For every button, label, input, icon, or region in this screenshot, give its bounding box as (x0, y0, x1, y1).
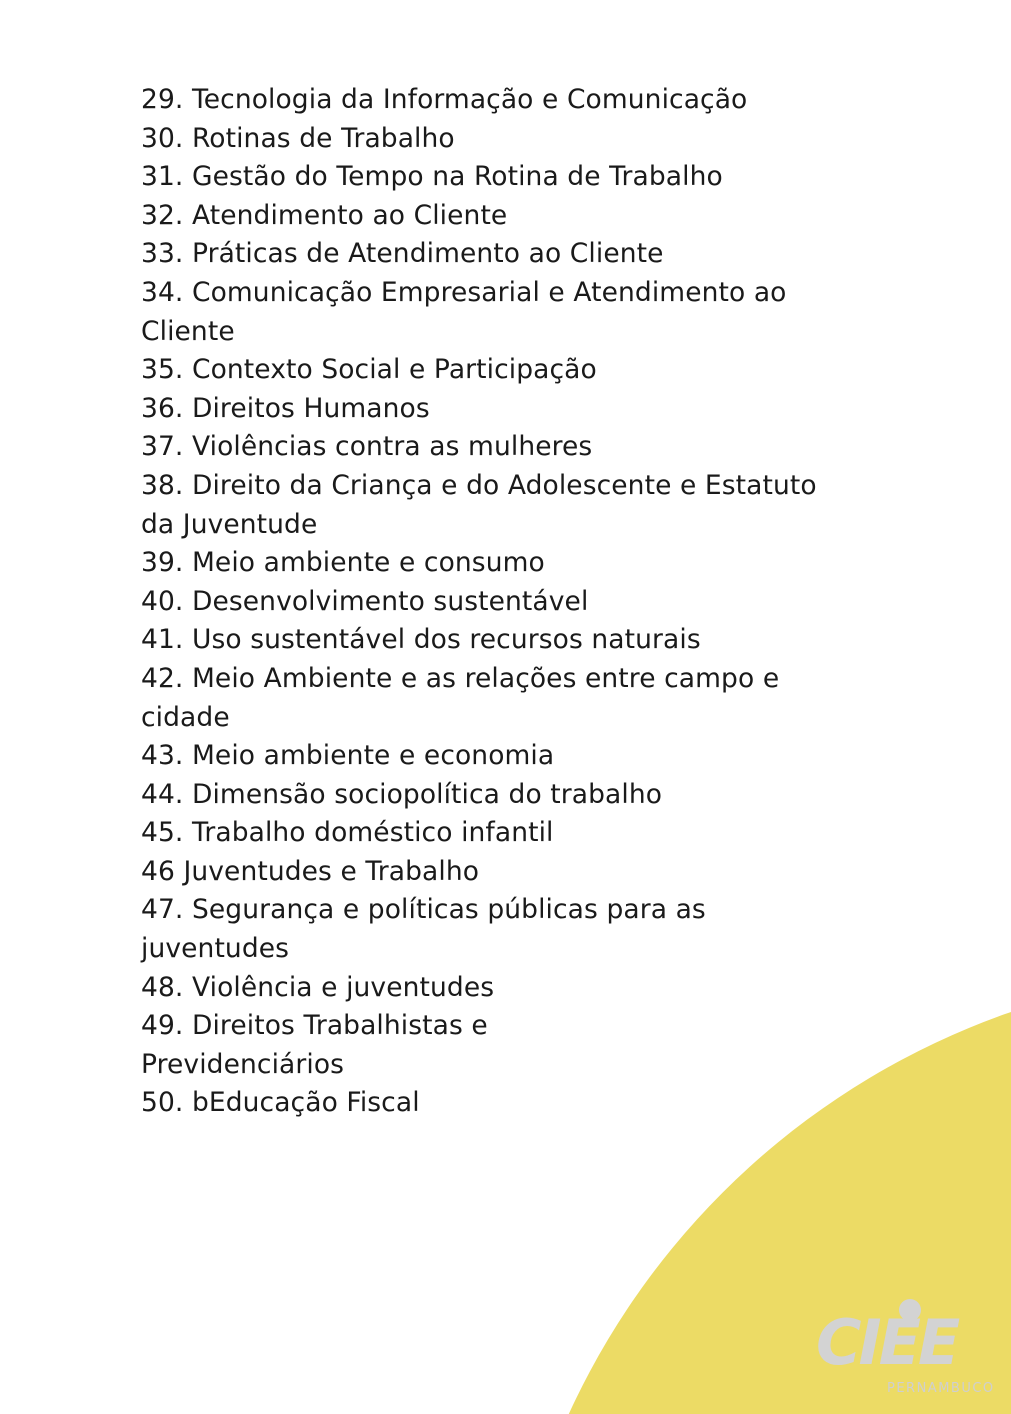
list-item: 41. Uso sustentável dos recursos naturais (141, 624, 701, 656)
logo-wordmark: CIEE (816, 1306, 958, 1379)
list-item: 30. Rotinas de Trabalho (141, 122, 455, 154)
list-item: juventudes (141, 933, 290, 965)
list-item: 37. Violências contra as mulheres (141, 431, 593, 463)
list-item: Cliente (141, 315, 235, 347)
logo-subtitle: PERNAMBUCO (887, 1381, 995, 1396)
list-item: 46 Juventudes e Trabalho (141, 855, 480, 887)
list-item: 50. bEducação Fiscal (141, 1087, 420, 1119)
list-item: 45. Trabalho doméstico infantil (141, 817, 554, 849)
list-item: 31. Gestão do Tempo na Rotina de Trabalho (141, 161, 723, 193)
list-item: 39. Meio ambiente e consumo (141, 547, 545, 579)
list-item: 44. Dimensão sociopolítica do trabalho (141, 778, 663, 810)
list-item: 42. Meio Ambiente e as relações entre campo e (141, 662, 780, 694)
list-item: 40. Desenvolvimento sustentável (141, 585, 589, 617)
list-item: 36. Direitos Humanos (141, 392, 430, 424)
list-item: 38. Direito da Criança e do Adolescente e Estatuto (141, 469, 817, 501)
list-item: cidade (141, 701, 230, 733)
list-item: 34. Comunicação Empresarial e Atendimento ao (141, 276, 787, 308)
list-item: da Juventude (141, 508, 318, 540)
topic-list (141, 81, 841, 1123)
list-item: 32. Atendimento ao Cliente (141, 199, 508, 231)
list-item: 29. Tecnologia da Informação e Comunicação (141, 84, 748, 115)
list-item: Previdenciários (141, 1048, 345, 1080)
list-item: 48. Violência e juventudes (141, 971, 495, 1003)
list-item: 35. Contexto Social e Participação (141, 354, 597, 386)
list-item: 33. Práticas de Atendimento ao Cliente (141, 238, 664, 270)
list-item: 47. Segurança e políticas públicas para as (141, 894, 706, 926)
list-item: 43. Meio ambiente e economia (141, 740, 555, 772)
list-item: 49. Direitos Trabalhistas e (141, 1010, 488, 1042)
